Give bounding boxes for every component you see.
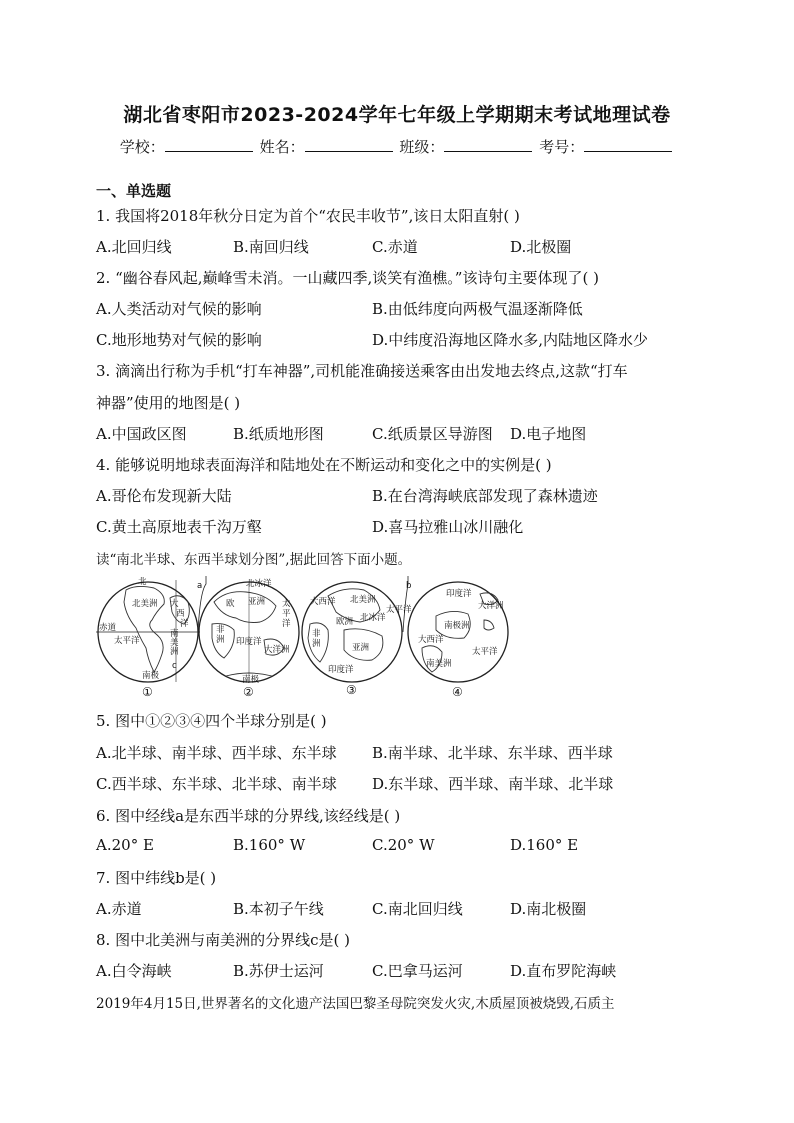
q5-option-a[interactable]: A.北半球、南半球、西半球、东半球 (96, 744, 337, 762)
q1-option-d[interactable]: D.北极圈 (510, 238, 572, 256)
page-title: 湖北省枣阳市2023-2024学年七年级上学期期末考试地理试卷 (123, 104, 671, 126)
q6-option-d[interactable]: D.160° E (510, 836, 579, 854)
question-1: 1. 我国将2018年秋分日定为首个“农民丰收节”,该日太阳直射( ) (96, 207, 520, 225)
g1-sa: 南 (170, 629, 179, 639)
g3-africa: 非 (312, 629, 321, 639)
g1-sa3: 洲 (170, 647, 179, 657)
g4-oceania: 大洋洲 (478, 601, 504, 611)
q7-option-d[interactable]: D.南北极圈 (510, 900, 587, 918)
q6-option-c[interactable]: C.20° W (372, 836, 435, 854)
question-6: 6. 图中经线a是东西半球的分界线,该经线是( ) (96, 807, 401, 825)
g2-pac: 太 (282, 599, 291, 609)
g3-indian: 印度洋 (328, 665, 354, 675)
section-title: 一、单选题 (96, 182, 172, 200)
g1-pacific: 太平洋 (114, 636, 140, 646)
q8-option-d[interactable]: D.直布罗陀海峡 (510, 962, 617, 980)
question-3: 3. 滴滴出行称为手机“打车神器”,司机能准确接送乘客由出发地去终点,这款“打车 (96, 362, 628, 380)
g3-asia: 亚洲 (352, 643, 370, 653)
g4-south-america: 南美洲 (426, 659, 452, 669)
class-blank[interactable] (444, 137, 532, 152)
q5-option-b[interactable]: B.南半球、北半球、东半球、西半球 (372, 744, 613, 762)
label-b: b (406, 581, 412, 591)
g3-pacific: 太平洋 (386, 605, 412, 615)
q7-option-b[interactable]: B.本初子午线 (233, 900, 324, 918)
g3-atlantic: 大西洋 (310, 597, 336, 607)
g2-europe: 欧 (226, 599, 235, 609)
g2-pac2: 平 (282, 609, 291, 619)
q3-option-a[interactable]: A.中国政区图 (96, 425, 187, 443)
name-blank[interactable] (305, 137, 393, 152)
g2-africa: 非 (216, 625, 225, 635)
g2-africa2: 洲 (216, 635, 225, 645)
globe-1-number: ① (142, 685, 153, 699)
map-intro: 读“南北半球、东西半球划分图”,据此回答下面小题。 (96, 552, 412, 568)
q4-option-b[interactable]: B.在台湾海峡底部发现了森林遗迹 (372, 487, 598, 505)
student-info-row (0, 136, 794, 157)
g2-oceania: 大洋洲 (264, 645, 290, 655)
label-c: c (172, 661, 177, 671)
q4-option-a[interactable]: A.哥伦布发现新大陆 (96, 487, 232, 505)
q7-option-a[interactable]: A.赤道 (96, 900, 142, 918)
g3-africa2: 洲 (312, 639, 321, 649)
g4-indian: 印度洋 (446, 589, 472, 599)
globe-4-number: ④ (452, 685, 463, 699)
g1-yang: 洋 (180, 619, 189, 629)
g3-arctic: 北冰洋 (360, 613, 386, 623)
g2-indian: 印度洋 (236, 637, 262, 647)
label-a: a (197, 581, 203, 591)
g1-south: 南极 (142, 671, 160, 681)
g4-pacific: 太平洋 (472, 647, 498, 657)
passage-text: 2019年4月15日,世界著名的文化遗产法国巴黎圣母院突发火灾,木质屋顶被烧毁,石质主 (96, 996, 615, 1012)
g1-xi: 西 (176, 609, 185, 619)
g4-atlantic: 大西洋 (418, 635, 444, 645)
question-2: 2. “幽谷春风起,巅峰雪未消。一山藏四季,谈笑有渔樵。”该诗句主要体现了( ) (96, 269, 599, 287)
question-7: 7. 图中纬线b是( ) (96, 869, 217, 887)
globe-3-number: ③ (346, 683, 357, 697)
g3-north-america: 北美洲 (350, 595, 376, 605)
question-5: 5. 图中①②③④四个半球分别是( ) (96, 712, 327, 730)
q4-option-c[interactable]: C.黄土高原地表千沟万壑 (96, 518, 262, 536)
g1-north: 北 (138, 577, 147, 587)
globe-2-number: ② (243, 685, 254, 699)
g1-da: 大 (170, 599, 179, 609)
g2-asia: 亚洲 (248, 597, 266, 607)
g1-equator: 赤道 (99, 623, 117, 633)
q2-option-d[interactable]: D.中纬度沿海地区降水多,内陆地区降水少 (372, 331, 649, 349)
class-label: 班级： (399, 138, 445, 156)
q3-option-c[interactable]: C.纸质景区导游图 (372, 425, 493, 443)
number-blank[interactable] (584, 137, 672, 152)
q1-option-c[interactable]: C.赤道 (372, 238, 418, 256)
q1-option-a[interactable]: A.北回归线 (96, 238, 172, 256)
q2-option-b[interactable]: B.由低纬度向两极气温逐渐降低 (372, 300, 583, 318)
q8-option-b[interactable]: B.苏伊士运河 (233, 962, 324, 980)
number-label: 考号： (539, 138, 585, 156)
g2-arctic: 北冰洋 (246, 579, 272, 589)
q7-option-c[interactable]: C.南北回归线 (372, 900, 463, 918)
g2-pac3: 洋 (282, 619, 291, 629)
q8-option-c[interactable]: C.巴拿马运河 (372, 962, 463, 980)
q6-option-b[interactable]: B.160° W (233, 836, 306, 854)
q2-option-a[interactable]: A.人类活动对气候的影响 (96, 300, 262, 318)
q8-option-a[interactable]: A.白令海峡 (96, 962, 172, 980)
g4-antarctica: 南极洲 (444, 621, 470, 631)
q3-option-d[interactable]: D.电子地图 (510, 425, 587, 443)
q5-option-d[interactable]: D.东半球、西半球、南半球、北半球 (372, 775, 614, 793)
name-label: 姓名： (259, 138, 305, 156)
q6-option-a[interactable]: A.20° E (96, 836, 154, 854)
question-4: 4. 能够说明地球表面海洋和陆地处在不断运动和变化之中的实例是( ) (96, 456, 552, 474)
q2-option-c[interactable]: C.地形地势对气候的影响 (96, 331, 262, 349)
q3-option-b[interactable]: B.纸质地形图 (233, 425, 324, 443)
school-blank[interactable] (165, 137, 253, 152)
g1-sa2: 美 (170, 638, 179, 648)
g3-europe: 欧洲 (336, 617, 354, 627)
question-8: 8. 图中北美洲与南美洲的分界线c是( ) (96, 931, 350, 949)
q1-option-b[interactable]: B.南回归线 (233, 238, 309, 256)
hemisphere-map (96, 572, 516, 702)
g2-south: 南极 (242, 675, 260, 685)
question-3-cont: 神器”使用的地图是( ) (96, 394, 241, 412)
school-label: 学校： (119, 138, 165, 156)
g1-north-america: 北美洲 (132, 599, 158, 609)
q5-option-c[interactable]: C.西半球、东半球、北半球、南半球 (96, 775, 337, 793)
q4-option-d[interactable]: D.喜马拉雅山冰川融化 (372, 518, 524, 536)
